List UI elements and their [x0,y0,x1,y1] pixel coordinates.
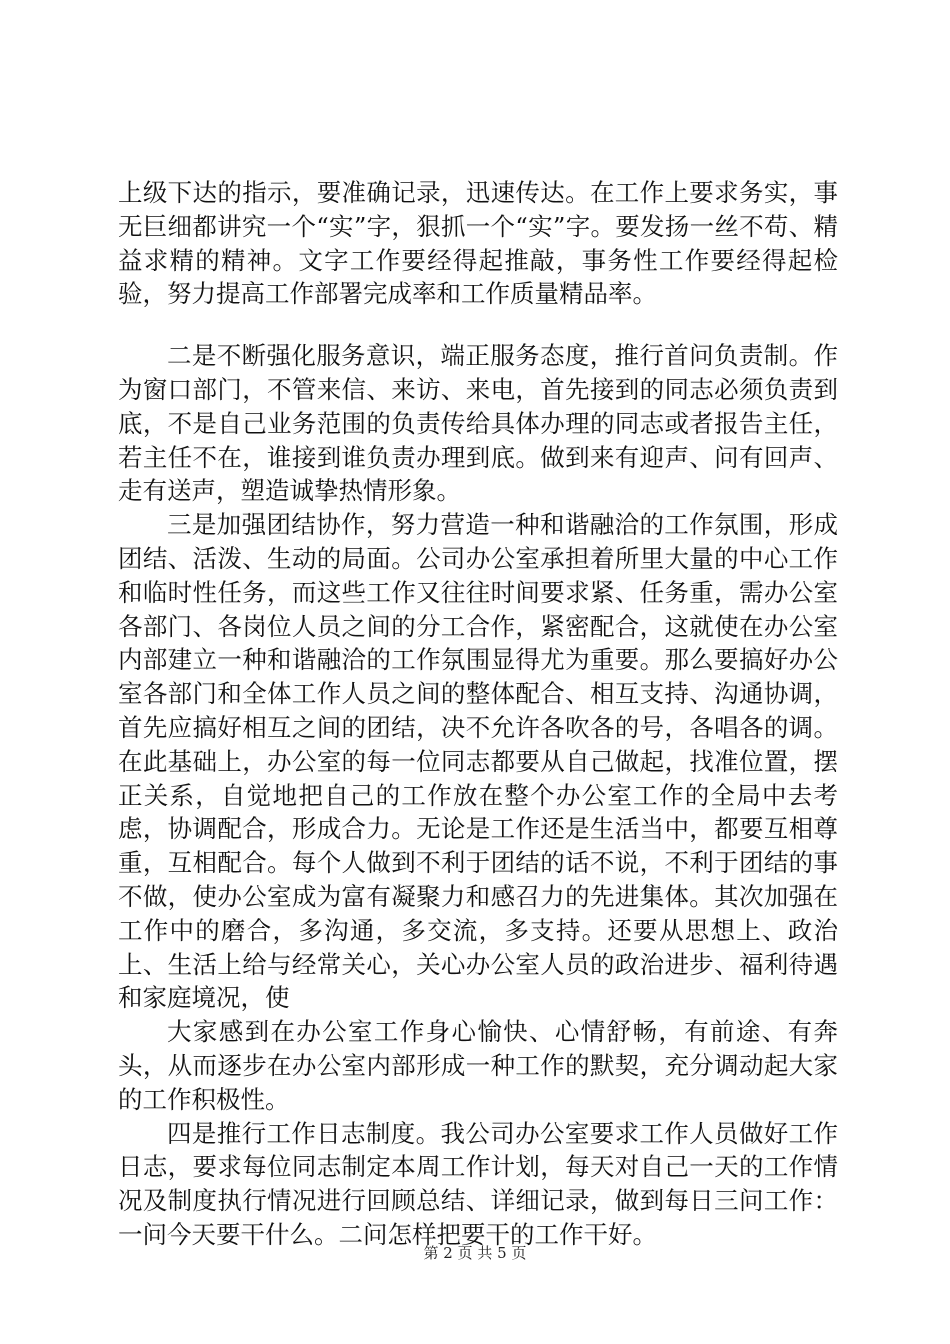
paragraph-service-awareness: 二是不断强化服务意识，端正服务态度，推行首问负责制。作为窗口部门，不管来信、来访、来电，首先接到的同志必须负责到底，不是自己业务范围的负责传给具体办理的同志或者报告主任，若主任不在，谁接到谁负责办理到底。做到来有迎声、问有回声、走有送声，塑造诚挚热情形象。 [118,341,838,506]
paragraph-continuation: 上级下达的指示，要准确记录，迅速传达。在工作上要求务实，事无巨细都讲究一个“实”字，狠抓一个“实”字。要发扬一丝不苟、精益求精的精神。文字工作要经得起推敲，事务性工作要经得起检验，努力提高工作部署完成率和工作质量精品率。 [118,178,838,309]
document-body [118,176,838,1252]
paragraph-teamwork: 三是加强团结协作，努力营造一种和谐融洽的工作氛围，形成团结、活泼、生动的局面。公司办公室承担着所里大量的中心工作和临时性任务，而这些工作又往往时间要求紧、任务重，需办公室各部门、各岗位人员之间的分工合作，紧密配合，这就使在办公室内部建立一种和谐融洽的工作氛围显得尤为重要。那么要搞好办公室各部门和全体工作人员之间的整体配合、相互支持、沟通协调，首先应搞好相互之间的团结，决不允许各吹各的号，各唱各的调。在此基础上，办公室的每一位同志都要从自己做起，找准位置，摆正关系，自觉地把自己的工作放在整个办公室工作的全局中去考虑，协调配合，形成合力。无论是工作还是生活当中，都要互相尊重，互相配合。每个人做到不利于团结的话不说，不利于团结的事不做，使办公室成为富有凝聚力和感召力的先进集体。其次加强在工作中的磨合，多沟通，多交流，多支持。还要从思想上、政治上、生活上给与经常关心，关心办公室人员的政治进步、福利待遇和家庭境况，使 [118,510,838,1013]
paragraph-work-log: 四是推行工作日志制度。我公司办公室要求工作人员做好工作日志，要求每位同志制定本周工作计划，每天对自己一天的工作情况及制度执行情况进行回顾总结、详细记录，做到每日三问工作：一问今天要干什么。二问怎样把要干的工作干好。 [118,1118,838,1249]
page-number-footer: 第 2 页 共 5 页 [423,1244,527,1262]
paragraph-motivation: 大家感到在办公室工作身心愉快、心情舒畅，有前途、有奔头，从而逐步在办公室内部形成一种工作的默契，充分调动起大家的工作积极性。 [118,1017,838,1114]
